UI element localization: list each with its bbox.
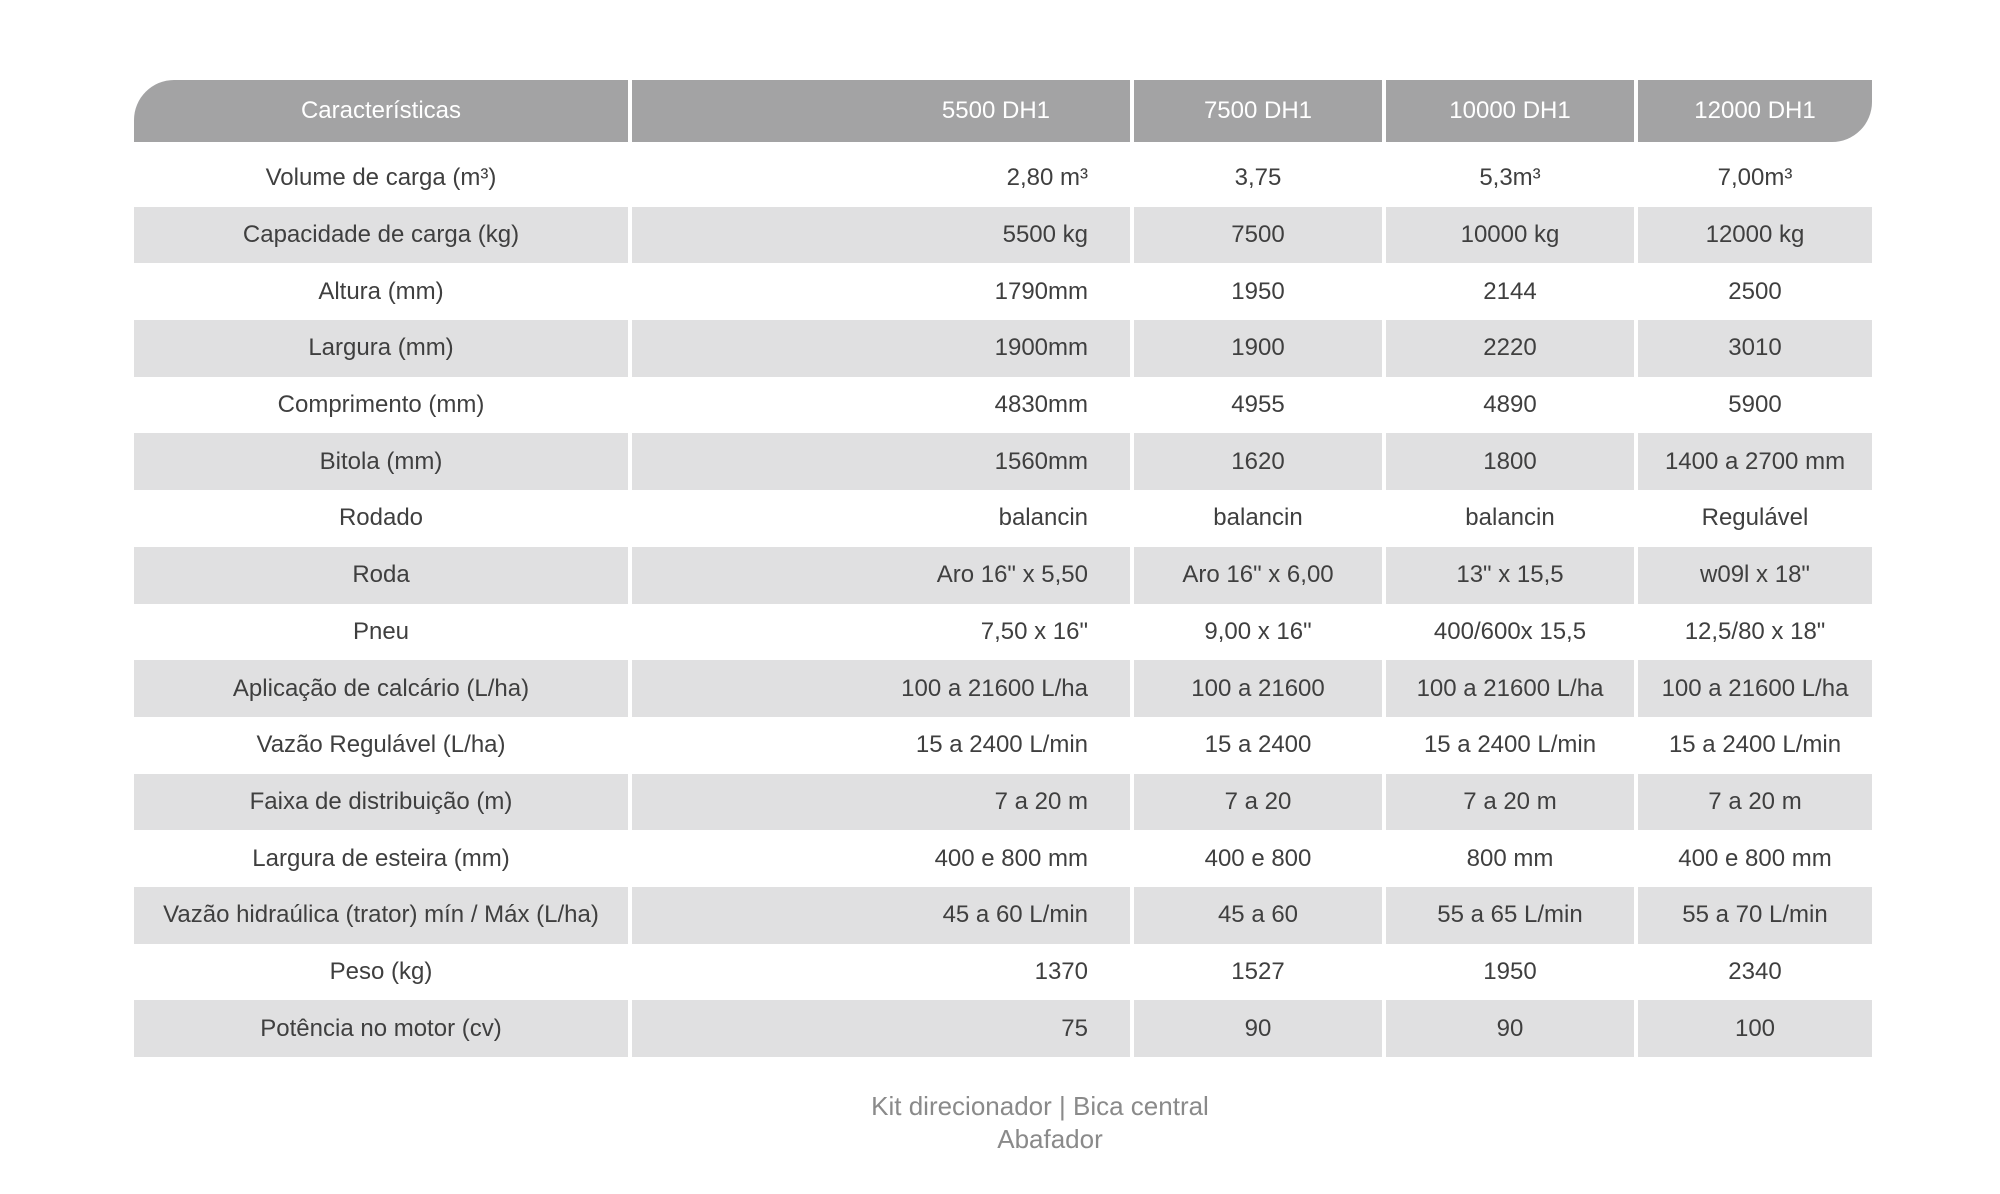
table-cell: balancin: [1213, 504, 1303, 532]
table-cell: 1527: [1231, 957, 1285, 985]
row-label: Peso (kg): [329, 957, 433, 985]
column-header-characteristics: Características: [134, 80, 628, 142]
row-label: Potência no motor (cv): [134, 1000, 628, 1057]
table-row: [134, 887, 1876, 944]
table-cell: 100 a 21600 L/ha: [632, 660, 1130, 717]
table-cell: Aro 16" x 6,00: [1134, 547, 1382, 604]
table-cell: 45 a 60: [1134, 887, 1382, 944]
table-cell: 45 a 60 L/min: [632, 887, 1130, 944]
table-cell: 1620: [1134, 433, 1382, 490]
table-row: [134, 320, 1876, 377]
table-cell: 15 a 2400 L/min: [915, 731, 1088, 759]
table-row: [134, 490, 1876, 547]
column-header-12000: 12000 DH1: [1638, 80, 1872, 142]
table-cell: 15 a 2400 L/min: [1423, 731, 1597, 759]
table-cell: 12000 kg: [1638, 207, 1872, 264]
table-cell: 2340: [1728, 957, 1782, 985]
table-cell: 7 a 20 m: [1386, 774, 1634, 831]
row-label: Bitola (mm): [134, 433, 628, 490]
table-row: [134, 433, 1876, 490]
table-cell: 1370: [1034, 957, 1088, 985]
table-cell: 2500: [1728, 277, 1782, 305]
row-label: Vazão hidraúlica (trator) mín / Máx (L/ha): [134, 887, 628, 944]
row-label: Aplicação de calcário (L/ha): [134, 660, 628, 717]
column-header-7500: 7500 DH1: [1134, 80, 1382, 142]
row-label: Vazão Regulável (L/ha): [256, 731, 506, 759]
table-cell: 2220: [1386, 320, 1634, 377]
row-label: Largura de esteira (mm): [252, 844, 510, 872]
footnote-line-2: Abafador: [997, 1124, 1103, 1154]
table-row: [134, 717, 1876, 774]
table-cell: 5900: [1728, 391, 1782, 419]
table-row: [134, 660, 1876, 717]
row-label: Pneu: [352, 617, 410, 645]
row-label: Rodado: [338, 504, 424, 532]
table-cell: 100: [1638, 1000, 1872, 1057]
column-header-10000: 10000 DH1: [1386, 80, 1634, 142]
spec-table: [134, 80, 1876, 1057]
table-cell: 800 mm: [1466, 844, 1554, 872]
table-row: [134, 263, 1876, 320]
row-label: Capacidade de carga (kg): [134, 207, 628, 264]
table-cell: 1950: [1231, 277, 1285, 305]
table-cell: 400 e 800: [1204, 844, 1312, 872]
table-cell: 4890: [1483, 391, 1537, 419]
table-cell: 400/600x 15,5: [1433, 617, 1587, 645]
table-cell: balancin: [1465, 504, 1555, 532]
table-cell: 100 a 21600: [1134, 660, 1382, 717]
table-cell: 100 a 21600 L/ha: [1638, 660, 1872, 717]
table-row: [134, 830, 1876, 887]
table-row: [134, 604, 1876, 661]
row-label: Largura (mm): [134, 320, 628, 377]
table-body: [134, 150, 1876, 1057]
table-cell: 9,00 x 16": [1204, 617, 1312, 645]
row-label: Comprimento (mm): [277, 391, 485, 419]
table-row: [134, 207, 1876, 264]
table-cell: 1900mm: [632, 320, 1130, 377]
table-cell: balancin: [998, 504, 1088, 532]
table-row: [134, 1000, 1876, 1057]
table-cell: 400 e 800 mm: [1678, 844, 1832, 872]
table-cell: 90: [1134, 1000, 1382, 1057]
table-cell: 55 a 65 L/min: [1386, 887, 1634, 944]
table-cell: 5500 kg: [632, 207, 1130, 264]
footnote: [0, 1090, 2000, 1156]
table-cell: 7 a 20 m: [1638, 774, 1872, 831]
table-cell: 2144: [1483, 277, 1537, 305]
table-row: [134, 377, 1876, 434]
table-cell: Aro 16" x 5,50: [632, 547, 1130, 604]
column-header-5500: 5500 DH1: [632, 80, 1130, 142]
table-cell: 7500: [1134, 207, 1382, 264]
row-label: Roda: [134, 547, 628, 604]
table-row: [134, 774, 1876, 831]
table-cell: 7,50 x 16": [980, 617, 1088, 645]
table-cell: 75: [632, 1000, 1130, 1057]
table-cell: 13" x 15,5: [1386, 547, 1634, 604]
table-cell: Regulável: [1701, 504, 1809, 532]
table-cell: w09l x 18": [1638, 547, 1872, 604]
table-row: [134, 150, 1876, 207]
table-cell: 2,80 m³: [1006, 164, 1088, 192]
table-cell: 7,00m³: [1717, 164, 1793, 192]
table-cell: 1950: [1483, 957, 1537, 985]
row-label: Volume de carga (m³): [265, 164, 497, 192]
table-header: [134, 80, 1876, 142]
table-cell: 3010: [1638, 320, 1872, 377]
table-cell: 15 a 2400: [1204, 731, 1312, 759]
table-cell: 12,5/80 x 18": [1684, 617, 1826, 645]
table-cell: 5,3m³: [1479, 164, 1541, 192]
table-row: [134, 547, 1876, 604]
table-cell: 10000 kg: [1386, 207, 1634, 264]
row-label: Faixa de distribuição (m): [134, 774, 628, 831]
footnote-line-1: Kit direcionador | Bica central: [871, 1091, 1209, 1121]
table-cell: 1560mm: [632, 433, 1130, 490]
table-cell: 400 e 800 mm: [934, 844, 1088, 872]
table-cell: 3,75: [1234, 164, 1282, 192]
table-row: [134, 944, 1876, 1001]
table-cell: 15 a 2400 L/min: [1668, 731, 1842, 759]
table-cell: 90: [1386, 1000, 1634, 1057]
table-cell: 55 a 70 L/min: [1638, 887, 1872, 944]
table-cell: 7 a 20 m: [632, 774, 1130, 831]
row-label: Altura (mm): [318, 277, 444, 305]
table-cell: 1400 a 2700 mm: [1638, 433, 1872, 490]
table-cell: 1800: [1386, 433, 1634, 490]
table-cell: 100 a 21600 L/ha: [1386, 660, 1634, 717]
table-cell: 1790mm: [994, 277, 1088, 305]
table-cell: 4830mm: [994, 391, 1088, 419]
table-cell: 4955: [1231, 391, 1285, 419]
table-cell: 1900: [1134, 320, 1382, 377]
table-cell: 7 a 20: [1134, 774, 1382, 831]
